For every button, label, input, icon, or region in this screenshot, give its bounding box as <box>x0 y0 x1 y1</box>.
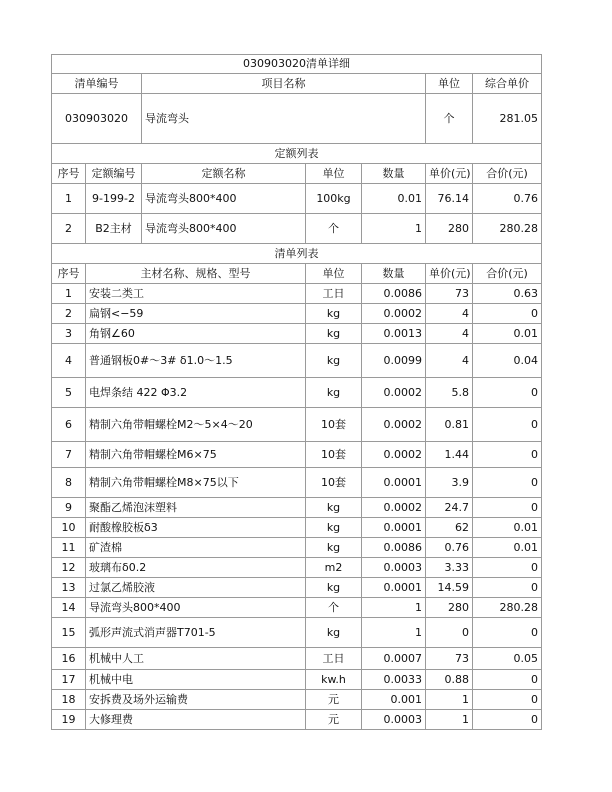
material-qty: 0.0003 <box>362 558 426 578</box>
material-total: 0.05 <box>473 648 542 670</box>
material-price: 5.8 <box>426 378 473 408</box>
material-unit: 10套 <box>306 408 362 442</box>
materials-col-name: 主材名称、规格、型号 <box>86 264 306 284</box>
quota-price: 76.14 <box>426 184 473 214</box>
material-qty: 0.0003 <box>362 710 426 730</box>
header-col-name: 项目名称 <box>142 74 426 94</box>
material-unit: 元 <box>306 690 362 710</box>
material-row <box>52 618 542 648</box>
material-total: 0 <box>473 618 542 648</box>
material-unit: kg <box>306 578 362 598</box>
material-qty: 0.0001 <box>362 578 426 598</box>
material-price: 4 <box>426 324 473 344</box>
quota-col-no: 序号 <box>52 164 86 184</box>
material-row <box>52 670 542 690</box>
material-unit: kg <box>306 344 362 378</box>
material-row <box>52 284 542 304</box>
material-total: 0 <box>473 670 542 690</box>
material-qty: 0.0086 <box>362 538 426 558</box>
materials-col-no: 序号 <box>52 264 86 284</box>
material-price: 1 <box>426 710 473 730</box>
material-row <box>52 598 542 618</box>
material-total: 0 <box>473 468 542 498</box>
material-price: 62 <box>426 518 473 538</box>
quota-code: B2主材 <box>86 214 142 244</box>
materials-col-total: 合价(元) <box>473 264 542 284</box>
quota-col-qty: 数量 <box>362 164 426 184</box>
material-no: 5 <box>52 378 86 408</box>
material-name: 精制六角带帽螺栓M2～5×4～20 <box>86 408 306 442</box>
material-qty: 0.0002 <box>362 442 426 468</box>
material-total: 0.01 <box>473 324 542 344</box>
material-no: 13 <box>52 578 86 598</box>
quota-no: 2 <box>52 214 86 244</box>
materials-col-unit: 单位 <box>306 264 362 284</box>
material-price: 0.88 <box>426 670 473 690</box>
quota-unit: 个 <box>306 214 362 244</box>
material-total: 0.01 <box>473 518 542 538</box>
material-row <box>52 558 542 578</box>
material-total: 0.04 <box>473 344 542 378</box>
material-qty: 0.0086 <box>362 284 426 304</box>
quota-no: 1 <box>52 184 86 214</box>
material-no: 9 <box>52 498 86 518</box>
material-no: 16 <box>52 648 86 670</box>
material-no: 3 <box>52 324 86 344</box>
material-price: 4 <box>426 304 473 324</box>
material-qty: 1 <box>362 618 426 648</box>
material-qty: 0.0002 <box>362 304 426 324</box>
material-name: 普通钢板0#～3# δ1.0～1.5 <box>86 344 306 378</box>
material-unit: 个 <box>306 598 362 618</box>
material-row <box>52 538 542 558</box>
material-no: 15 <box>52 618 86 648</box>
material-row <box>52 442 542 468</box>
material-price: 14.59 <box>426 578 473 598</box>
material-row <box>52 498 542 518</box>
material-name: 大修理费 <box>86 710 306 730</box>
material-price: 1 <box>426 690 473 710</box>
quota-qty: 0.01 <box>362 184 426 214</box>
material-price: 280 <box>426 598 473 618</box>
material-name: 弧形声流式消声器T701-5 <box>86 618 306 648</box>
bill-detail-sheet <box>51 54 541 730</box>
sheet-title: 030903020清单详细 <box>52 55 542 74</box>
material-row <box>52 578 542 598</box>
material-row <box>52 468 542 498</box>
material-total: 280.28 <box>473 598 542 618</box>
material-row <box>52 518 542 538</box>
material-no: 11 <box>52 538 86 558</box>
quota-col-price: 单价(元) <box>426 164 473 184</box>
material-qty: 0.0013 <box>362 324 426 344</box>
material-no: 2 <box>52 304 86 324</box>
quota-name: 导流弯头800*400 <box>142 184 306 214</box>
material-no: 4 <box>52 344 86 378</box>
material-unit: 工日 <box>306 284 362 304</box>
material-qty: 0.0033 <box>362 670 426 690</box>
material-name: 机械中人工 <box>86 648 306 670</box>
material-unit: kw.h <box>306 670 362 690</box>
material-price: 0 <box>426 618 473 648</box>
quota-row <box>52 214 542 244</box>
material-unit: 10套 <box>306 468 362 498</box>
quota-qty: 1 <box>362 214 426 244</box>
material-qty: 0.0002 <box>362 498 426 518</box>
material-no: 17 <box>52 670 86 690</box>
material-qty: 0.0002 <box>362 378 426 408</box>
material-unit: 元 <box>306 710 362 730</box>
material-price: 3.9 <box>426 468 473 498</box>
material-qty: 0.0007 <box>362 648 426 670</box>
material-unit: kg <box>306 498 362 518</box>
material-name: 安拆费及场外运输费 <box>86 690 306 710</box>
material-row <box>52 710 542 730</box>
material-name: 过氯乙烯胶液 <box>86 578 306 598</box>
material-price: 73 <box>426 648 473 670</box>
material-total: 0 <box>473 558 542 578</box>
material-name: 精制六角带帽螺栓M6×75 <box>86 442 306 468</box>
material-name: 机械中电 <box>86 670 306 690</box>
material-total: 0.63 <box>473 284 542 304</box>
bill-detail-table <box>51 54 542 730</box>
material-no: 12 <box>52 558 86 578</box>
material-no: 1 <box>52 284 86 304</box>
bill-unit: 个 <box>426 94 473 144</box>
material-qty: 0.001 <box>362 690 426 710</box>
quota-unit: 100kg <box>306 184 362 214</box>
material-unit: kg <box>306 378 362 408</box>
quota-total: 280.28 <box>473 214 542 244</box>
material-name: 耐酸橡胶板δ3 <box>86 518 306 538</box>
quota-name: 导流弯头800*400 <box>142 214 306 244</box>
material-price: 1.44 <box>426 442 473 468</box>
material-total: 0 <box>473 690 542 710</box>
bill-price: 281.05 <box>473 94 542 144</box>
bill-name: 导流弯头 <box>142 94 426 144</box>
quota-row <box>52 184 542 214</box>
material-unit: kg <box>306 618 362 648</box>
material-unit: kg <box>306 518 362 538</box>
quota-price: 280 <box>426 214 473 244</box>
material-price: 3.33 <box>426 558 473 578</box>
material-total: 0 <box>473 408 542 442</box>
material-total: 0 <box>473 378 542 408</box>
material-total: 0 <box>473 498 542 518</box>
material-name: 矿渣棉 <box>86 538 306 558</box>
material-row <box>52 304 542 324</box>
material-unit: kg <box>306 324 362 344</box>
material-qty: 0.0002 <box>362 408 426 442</box>
material-name: 角钢∠60 <box>86 324 306 344</box>
material-total: 0 <box>473 304 542 324</box>
quota-col-name: 定额名称 <box>142 164 306 184</box>
material-name: 玻璃布δ0.2 <box>86 558 306 578</box>
material-unit: kg <box>306 538 362 558</box>
header-col-code: 清单编号 <box>52 74 142 94</box>
material-no: 19 <box>52 710 86 730</box>
material-no: 6 <box>52 408 86 442</box>
material-name: 扁钢<−59 <box>86 304 306 324</box>
material-name: 聚酯乙烯泡沫塑料 <box>86 498 306 518</box>
header-col-unit: 单位 <box>426 74 473 94</box>
material-total: 0 <box>473 710 542 730</box>
material-price: 0.76 <box>426 538 473 558</box>
quota-code: 9-199-2 <box>86 184 142 214</box>
material-name: 安装二类工 <box>86 284 306 304</box>
material-row <box>52 378 542 408</box>
material-no: 8 <box>52 468 86 498</box>
material-unit: 10套 <box>306 442 362 468</box>
quota-total: 0.76 <box>473 184 542 214</box>
quota-col-code: 定额编号 <box>86 164 142 184</box>
material-price: 24.7 <box>426 498 473 518</box>
material-no: 7 <box>52 442 86 468</box>
material-row <box>52 344 542 378</box>
material-no: 18 <box>52 690 86 710</box>
material-no: 10 <box>52 518 86 538</box>
bill-code: 030903020 <box>52 94 142 144</box>
material-total: 0 <box>473 442 542 468</box>
materials-col-price: 单价(元) <box>426 264 473 284</box>
material-name: 电焊条结 422 Φ3.2 <box>86 378 306 408</box>
material-qty: 0.0099 <box>362 344 426 378</box>
material-price: 73 <box>426 284 473 304</box>
materials-col-qty: 数量 <box>362 264 426 284</box>
material-unit: kg <box>306 304 362 324</box>
material-row <box>52 690 542 710</box>
material-qty: 1 <box>362 598 426 618</box>
quota-col-total: 合价(元) <box>473 164 542 184</box>
material-row <box>52 324 542 344</box>
header-col-price: 综合单价 <box>473 74 542 94</box>
material-no: 14 <box>52 598 86 618</box>
material-total: 0 <box>473 578 542 598</box>
quota-section-title: 定额列表 <box>52 144 542 164</box>
material-qty: 0.0001 <box>362 518 426 538</box>
materials-section-title: 清单列表 <box>52 244 542 264</box>
material-unit: 工日 <box>306 648 362 670</box>
material-row <box>52 408 542 442</box>
material-price: 4 <box>426 344 473 378</box>
material-name: 导流弯头800*400 <box>86 598 306 618</box>
material-qty: 0.0001 <box>362 468 426 498</box>
material-row <box>52 648 542 670</box>
material-price: 0.81 <box>426 408 473 442</box>
material-name: 精制六角带帽螺栓M8×75以下 <box>86 468 306 498</box>
material-total: 0.01 <box>473 538 542 558</box>
material-unit: m2 <box>306 558 362 578</box>
quota-col-unit: 单位 <box>306 164 362 184</box>
